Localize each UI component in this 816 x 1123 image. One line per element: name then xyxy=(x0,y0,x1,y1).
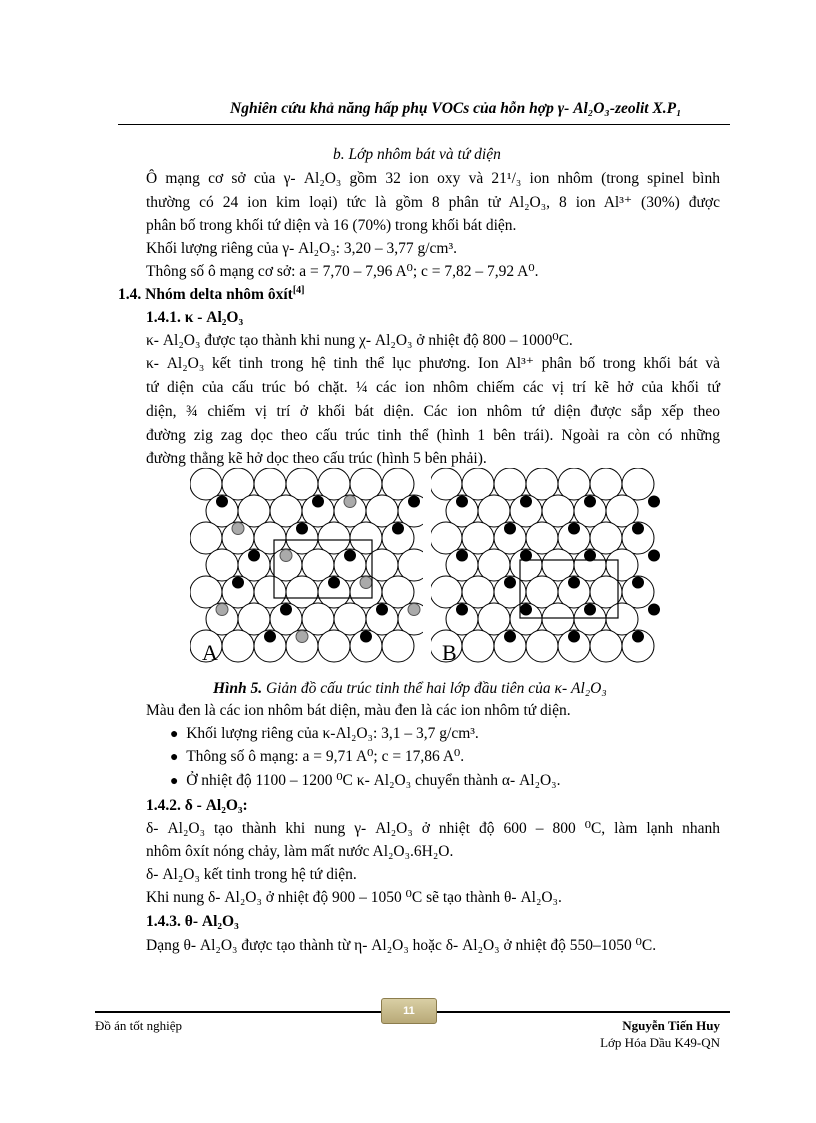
bullet-dot-icon: ● xyxy=(170,727,179,742)
oxygen-ion xyxy=(606,603,638,635)
aluminum-ion-octahedral xyxy=(504,523,516,535)
aluminum-ion-octahedral xyxy=(504,577,516,589)
oxygen-ion xyxy=(350,522,382,554)
legend-text: Màu đen là các ion nhôm bát diện, màu đen là các ion nhôm tứ diện. xyxy=(146,702,571,719)
kappa-para-line3: diện, ¾ chiếm vị trí ở khối bát diện. Các ion nhôm tứ diện được sắp xếp theo xyxy=(146,403,720,420)
aluminum-ion-tetrahedral xyxy=(344,496,356,508)
page-header-title: Nghiên cứu khả năng hấp phụ VOCs của hỗn hợp γ- Al₂O₃-zeolit X.P₁ xyxy=(230,100,682,117)
oxygen-ion xyxy=(222,630,254,662)
aluminum-ion-octahedral xyxy=(280,604,292,616)
oxygen-ion xyxy=(558,468,590,500)
footer-class: Lớp Hóa Dầu K49-QN xyxy=(600,1035,720,1050)
aluminum-ion-tetrahedral xyxy=(216,604,228,616)
oxygen-ion xyxy=(318,468,350,500)
aluminum-ion-octahedral xyxy=(456,496,468,508)
oxygen-ion xyxy=(526,468,558,500)
oxygen-ion xyxy=(526,630,558,662)
aluminum-ion-octahedral xyxy=(632,631,644,643)
aluminum-ion-octahedral xyxy=(584,496,596,508)
delta-line4: Khi nung δ- Al₂O₃ ở nhiệt độ 900 – 1050 ⁰C sẽ tạo thành θ- Al₂O₃. xyxy=(146,889,562,906)
oxygen-ion xyxy=(606,549,638,581)
oxygen-ion xyxy=(382,468,414,500)
aluminum-ion-octahedral xyxy=(456,604,468,616)
oxygen-ion xyxy=(190,522,222,554)
aluminum-ion-octahedral xyxy=(232,577,244,589)
aluminum-ion-octahedral xyxy=(520,496,532,508)
aluminum-ion-tetrahedral xyxy=(232,523,244,535)
figure-label-b: B xyxy=(442,640,457,665)
aluminum-ion-octahedral xyxy=(296,523,308,535)
oxygen-ion xyxy=(430,468,462,500)
footer-rule-left xyxy=(95,1011,381,1013)
aluminum-ion-octahedral xyxy=(632,577,644,589)
kappa-para-line1: κ- Al₂O₃ kết tinh trong hệ tinh thể lục phương. Ion Al³⁺ phân bố trong khối bát và xyxy=(146,355,720,372)
crystal-structure-svg xyxy=(190,468,660,668)
oxygen-ion xyxy=(254,576,286,608)
figure-caption xyxy=(213,680,607,698)
aluminum-ion-octahedral xyxy=(264,631,276,643)
page-number-badge: 11 xyxy=(381,998,437,1024)
oxygen-ion xyxy=(270,495,302,527)
oxygen-ion xyxy=(430,576,462,608)
oxygen-ion xyxy=(190,468,222,500)
aluminum-ion-octahedral xyxy=(520,604,532,616)
oxygen-ion xyxy=(302,603,334,635)
para1-line3: phân bố trong khối tứ diện và 16 (70%) trong khối bát diện. xyxy=(146,217,517,234)
oxygen-ion xyxy=(494,468,526,500)
heading-1-4-3: 1.4.3. θ- Al₂O₃ xyxy=(146,913,239,930)
heading-1-4-2: 1.4.2. δ - Al₂O₃: xyxy=(146,797,248,814)
delta-line3: δ- Al₂O₃ kết tinh trong hệ tứ diện. xyxy=(146,866,357,883)
oxygen-ion xyxy=(366,549,398,581)
aluminum-ion-octahedral xyxy=(360,631,372,643)
oxygen-ion xyxy=(238,603,270,635)
oxygen-ion xyxy=(478,549,510,581)
aluminum-ion-octahedral xyxy=(648,604,660,616)
oxygen-ion xyxy=(462,522,494,554)
aluminum-ion-octahedral xyxy=(648,496,660,508)
aluminum-ion-octahedral xyxy=(632,523,644,535)
oxygen-ion xyxy=(238,495,270,527)
aluminum-ion-octahedral xyxy=(344,550,356,562)
oxygen-ion xyxy=(286,576,318,608)
aluminum-ion-octahedral xyxy=(328,577,340,589)
aluminum-ion-octahedral xyxy=(568,631,580,643)
heading-1-4-ref: [4] xyxy=(292,284,305,296)
oxygen-ion xyxy=(222,468,254,500)
oxygen-ion xyxy=(350,468,382,500)
bullet-text-2: Thông số ô mạng: a = 9,71 A⁰; c = 17,86 A⁰. xyxy=(186,748,465,765)
heading-1-4-1: 1.4.1. κ - Al₂O₃ xyxy=(146,309,244,326)
oxygen-ion xyxy=(542,549,574,581)
figure-caption-label: Hình 5. xyxy=(213,680,263,697)
oxygen-ion xyxy=(382,576,414,608)
aluminum-ion-octahedral xyxy=(312,496,324,508)
oxygen-ion xyxy=(542,495,574,527)
header-rule xyxy=(118,124,730,125)
delta-line2: nhôm ôxít nóng chảy, làm mất nước Al₂O₃.6H₂O. xyxy=(146,843,454,860)
bullet-item-1 xyxy=(170,725,479,744)
aluminum-ion-octahedral xyxy=(216,496,228,508)
oxygen-ion xyxy=(478,603,510,635)
footer-left: Đồ án tốt nghiệp xyxy=(95,1018,183,1033)
aluminum-ion-tetrahedral xyxy=(296,631,308,643)
oxygen-ion xyxy=(318,522,350,554)
aluminum-ion-octahedral xyxy=(648,550,660,562)
oxygen-ion xyxy=(254,468,286,500)
subsection-b-heading: b. Lớp nhôm bát và tứ diện xyxy=(333,146,501,163)
bullet-text-3: Ở nhiệt độ 1100 – 1200 ⁰C κ- Al₂O₃ chuyển thành α- Al₂O₃. xyxy=(186,772,561,789)
oxygen-ion xyxy=(430,522,462,554)
figure-caption-text: Giản đồ cấu trúc tinh thể hai lớp đầu tiên của κ- Al₂O₃ xyxy=(262,680,607,697)
lattice-gamma: Thông số ô mạng cơ sở: a = 7,70 – 7,96 A⁰; c = 7,82 – 7,92 A⁰. xyxy=(146,263,539,280)
oxygen-ion xyxy=(542,603,574,635)
oxygen-ion xyxy=(318,630,350,662)
oxygen-ion xyxy=(590,522,622,554)
aluminum-ion-tetrahedral xyxy=(408,604,420,616)
aluminum-ion-octahedral xyxy=(568,523,580,535)
bullet-item-2 xyxy=(170,748,464,767)
footer-rule-right xyxy=(435,1011,730,1013)
oxygen-ion xyxy=(526,576,558,608)
aluminum-ion-octahedral xyxy=(584,604,596,616)
oxygen-ion xyxy=(462,576,494,608)
oxygen-ion xyxy=(590,630,622,662)
crystal-structure-figure xyxy=(190,468,660,668)
oxygen-ion xyxy=(478,495,510,527)
aluminum-ion-tetrahedral xyxy=(280,550,292,562)
aluminum-ion-octahedral xyxy=(376,604,388,616)
heading-1-4-text: 1.4. Nhóm delta nhôm ôxít xyxy=(118,286,293,303)
theta-line1: Dạng θ- Al₂O₃ được tạo thành từ η- Al₂O₃ hoặc δ- Al₂O₃ ở nhiệt độ 550–1050 ⁰C. xyxy=(146,937,657,954)
footer-author: Nguyễn Tiến Huy xyxy=(622,1018,720,1033)
oxygen-ion xyxy=(286,468,318,500)
oxygen-ion xyxy=(190,576,222,608)
bullet-text-1: Khối lượng riêng của κ-Al₂O₃: 3,1 – 3,7 g/cm³. xyxy=(186,725,479,742)
oxygen-ion xyxy=(622,468,654,500)
oxygen-ion xyxy=(254,522,286,554)
oxygen-ion xyxy=(334,603,366,635)
kappa-para-line2: tứ diện của cấu trúc bó chặt. ¼ các ion nhôm chiếm các vị trí kẽ hở của khối tứ xyxy=(146,379,720,396)
oxygen-ion xyxy=(382,630,414,662)
figure-label-a: A xyxy=(202,640,218,665)
kappa-para-line5: đường thẳng kẽ hở dọc theo cấu trúc (hình 5 bên phải). xyxy=(146,450,487,467)
heading-1-4 xyxy=(118,286,305,304)
bullet-item-3 xyxy=(170,772,560,791)
oxygen-ion xyxy=(590,468,622,500)
aluminum-ion-tetrahedral xyxy=(360,577,372,589)
aluminum-ion-octahedral xyxy=(456,550,468,562)
aluminum-ion-octahedral xyxy=(568,577,580,589)
bullet-dot-icon: ● xyxy=(170,774,179,789)
panel-a xyxy=(190,468,430,662)
oxygen-ion xyxy=(526,522,558,554)
aluminum-ion-octahedral xyxy=(248,550,260,562)
oxygen-ion xyxy=(606,495,638,527)
oxygen-ion xyxy=(302,549,334,581)
kappa-para-line4: đường zig zag dọc theo cấu trúc tinh thể (hình 1 bên trái). Ngoài ra còn có những xyxy=(146,427,720,444)
bullet-dot-icon: ● xyxy=(170,750,179,765)
panel-b xyxy=(430,468,660,662)
aluminum-ion-octahedral xyxy=(504,631,516,643)
oxygen-ion xyxy=(462,630,494,662)
delta-line1: δ- Al₂O₃ tạo thành khi nung γ- Al₂O₃ ở nhiệt độ 600 – 800 ⁰C, làm lạnh nhanh xyxy=(146,820,720,837)
para1-line2: thường có 24 ion kim loại) tức là gồm 8 phân tử Al₂O₃, 8 ion Al³⁺ (30%) được xyxy=(146,194,720,211)
oxygen-ion xyxy=(462,468,494,500)
density-gamma: Khối lượng riêng của γ- Al₂O₃: 3,20 – 3,77 g/cm³. xyxy=(146,240,457,257)
oxygen-ion xyxy=(206,549,238,581)
oxygen-ion xyxy=(590,576,622,608)
oxygen-ion xyxy=(366,495,398,527)
aluminum-ion-octahedral xyxy=(408,496,420,508)
kappa-formation: κ- Al₂O₃ được tạo thành khi nung χ- Al₂O₃ ở nhiệt độ 800 – 1000⁰C. xyxy=(146,332,573,349)
para1-line1: Ô mạng cơ sở của γ- Al₂O₃ gồm 32 ion oxy và 21¹/₃ ion nhôm (trong spinel bình xyxy=(146,170,720,187)
aluminum-ion-octahedral xyxy=(392,523,404,535)
